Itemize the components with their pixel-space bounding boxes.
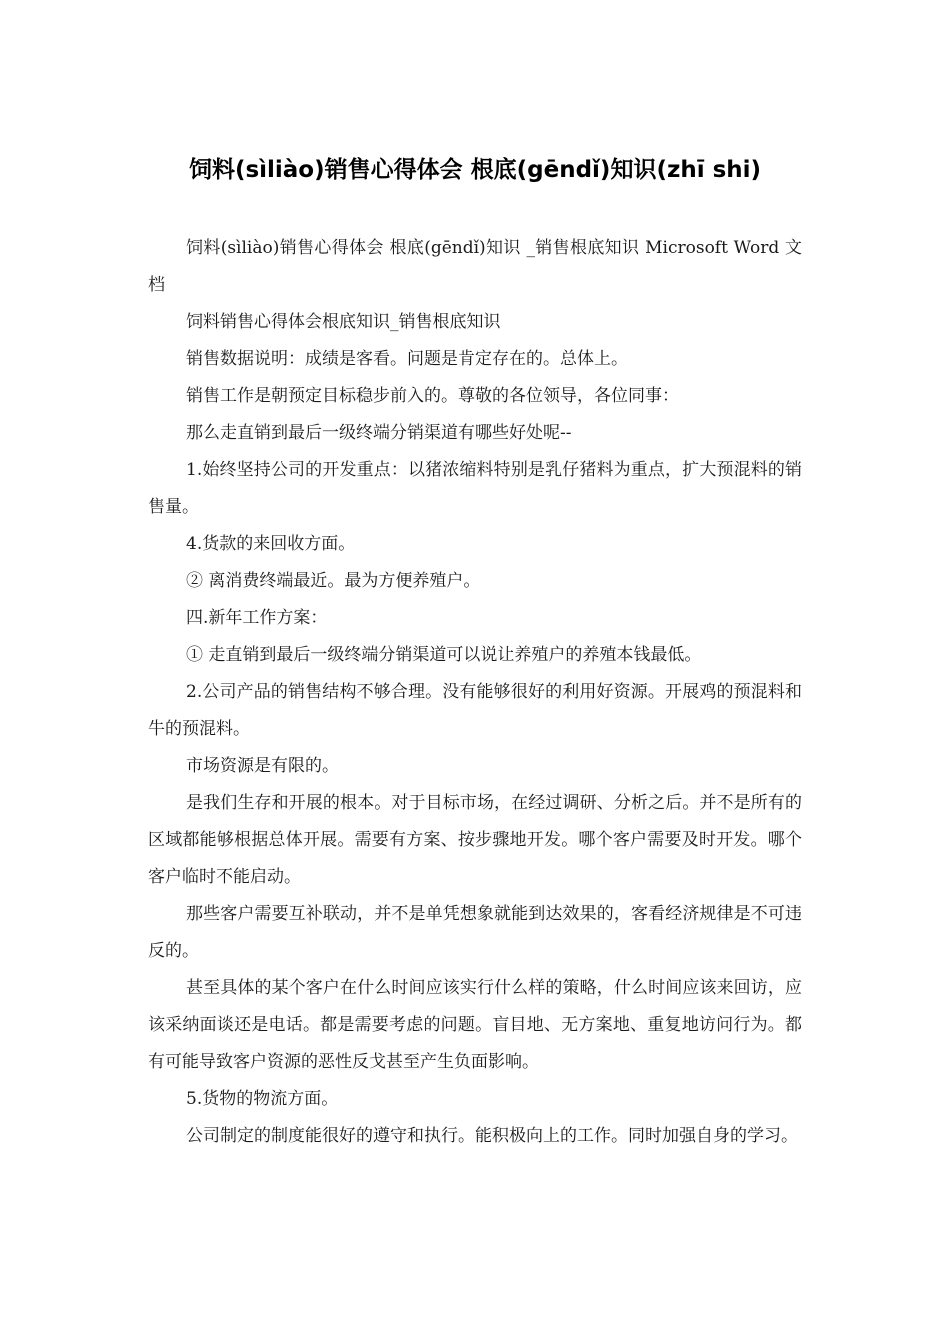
paragraph: 甚至具体的某个客户在什么时间应该实行什么样的策略，什么时间应该来回访，应该采纳面谈还是电话。都是需要考虑的问题。盲目地、无方案地、重复地访问行为。都有可能导致客户资源的恶性反戈甚至产生负面影响。 [148, 978, 802, 1072]
paragraph: ② 离消费终端最近。最为方便养殖户。 [186, 571, 481, 591]
paragraph: 那些客户需要互补联动，并不是单凭想象就能到达效果的，客看经济规律是不可违反的。 [148, 904, 802, 961]
paragraph: ① 走直销到最后一级终端分销渠道可以说让养殖户的养殖本钱最低。 [186, 645, 702, 665]
paragraph: 5.货物的物流方面。 [186, 1089, 339, 1109]
paragraph: 四.新年工作方案： [186, 608, 328, 628]
paragraph: 销售数据说明：成绩是客看。问题是肯定存在的。总体上。 [186, 349, 628, 369]
document-title: 饲料(sìliào)销售心得体会 根底(gēndǐ)知识(zhī shi) [188, 157, 762, 183]
paragraph: 饲料(sìliào)销售心得体会 根底(gēndǐ)知识 _销售根底知识 Microsoft Word 文档 [148, 238, 802, 295]
paragraph: 公司制定的制度能很好的遵守和执行。能积极向上的工作。同时加强自身的学习。 [186, 1126, 798, 1146]
paragraph: 是我们生存和开展的根本。对于目标市场，在经过调研、分析之后。并不是所有的区域都能够根据总体开展。需要有方案、按步骤地开发。哪个客户需要及时开发。哪个客户临时不能启动。 [148, 793, 802, 887]
paragraph: 饲料销售心得体会根底知识_销售根底知识 [186, 312, 501, 332]
paragraph: 4.货款的来回收方面。 [186, 534, 356, 554]
paragraph: 市场资源是有限的。 [186, 756, 339, 776]
paragraph: 销售工作是朝预定目标稳步前入的。尊敬的各位领导，各位同事： [186, 386, 679, 406]
document-body [148, 230, 802, 1155]
paragraph: 2.公司产品的销售结构不够合理。没有能够很好的利用好资源。开展鸡的预混料和牛的预混料。 [148, 682, 802, 739]
paragraph: 那么走直销到最后一级终端分销渠道有哪些好处呢-- [186, 423, 572, 443]
paragraph: 1.始终坚持公司的开发重点：以猪浓缩料特别是乳仔猪料为重点，扩大预混料的销售量。 [148, 460, 802, 517]
